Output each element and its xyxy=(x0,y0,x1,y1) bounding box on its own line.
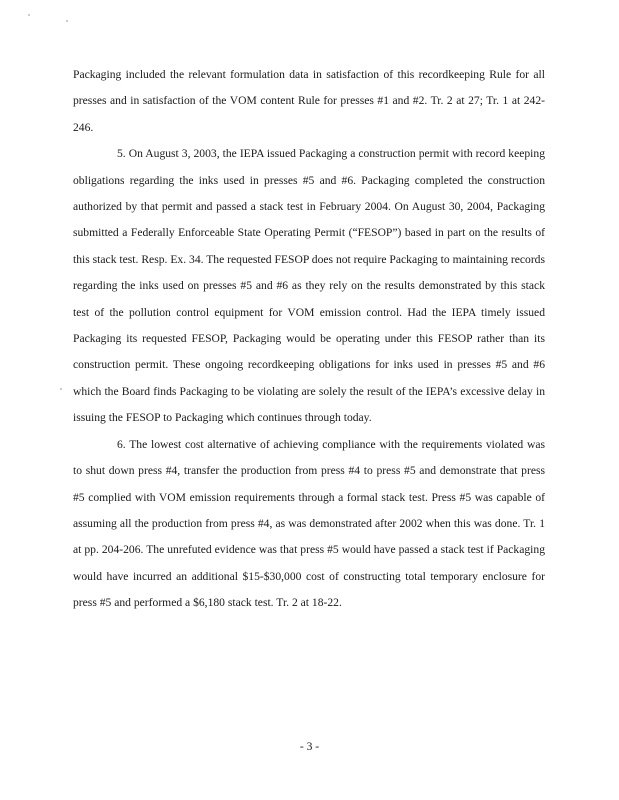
paragraph-continued: Packaging included the relevant formulation data in satisfaction of this recordkeeping Rule for all presses and in satisfaction of the VOM content Rule for presses #1 and #2. Tr. 2 at 27; Tr. 1 at 242-246. xyxy=(73,68,545,134)
scan-speck xyxy=(28,14,30,16)
paragraph-5: 5. On August 3, 2003, the IEPA issued Packaging a construction permit with record keeping obligations regarding the inks used in presses #5 and #6. Packaging completed the construction authorized by that permit and passed a stack test in February 2004. On August 30, 2004, Packaging submitted a Federally Enforceable State Operating Permit (“FESOP”) based in part on the results of this stack test. Resp. Ex. 34. The requested FESOP does not require Packaging to maintaining records regarding the inks used on presses #5 and #6 as they rely on the results demonstrated by this stack test of the pollution control equipment for VOM emission control. Had the IEPA timely issued Packaging its requested FESOP, Packaging would be operating under this FESOP rather than its construction permit. These ongoing recordkeeping obligations for inks used in presses #5 and #6 which the Board finds Packaging to be violating are solely the result of the IEPA’s excessive delay in issuing the FESOP to Packaging which continues through today. xyxy=(73,147,545,425)
document-body xyxy=(73,62,545,617)
scan-speck xyxy=(60,388,62,390)
page-number: - 3 - xyxy=(299,740,320,753)
scan-speck xyxy=(66,20,68,22)
paragraph-6: 6. The lowest cost alternative of achieving compliance with the requirements violated was to shut down press #4, transfer the production from press #4 to press #5 and demonstrate that press #5 complied with VOM emission requirements through a formal stack test. Press #5 was capable of assuming all the production from press #4, as was demonstrated after 2002 when this was done. Tr. 1 at pp. 204-206. The unrefuted evidence was that press #5 would have passed a stack test if Packaging would have incurred an additional $15-$30,000 cost of constructing total temporary enclosure for press #5 and performed a $6,180 stack test. Tr. 2 at 18-22. xyxy=(73,437,545,610)
